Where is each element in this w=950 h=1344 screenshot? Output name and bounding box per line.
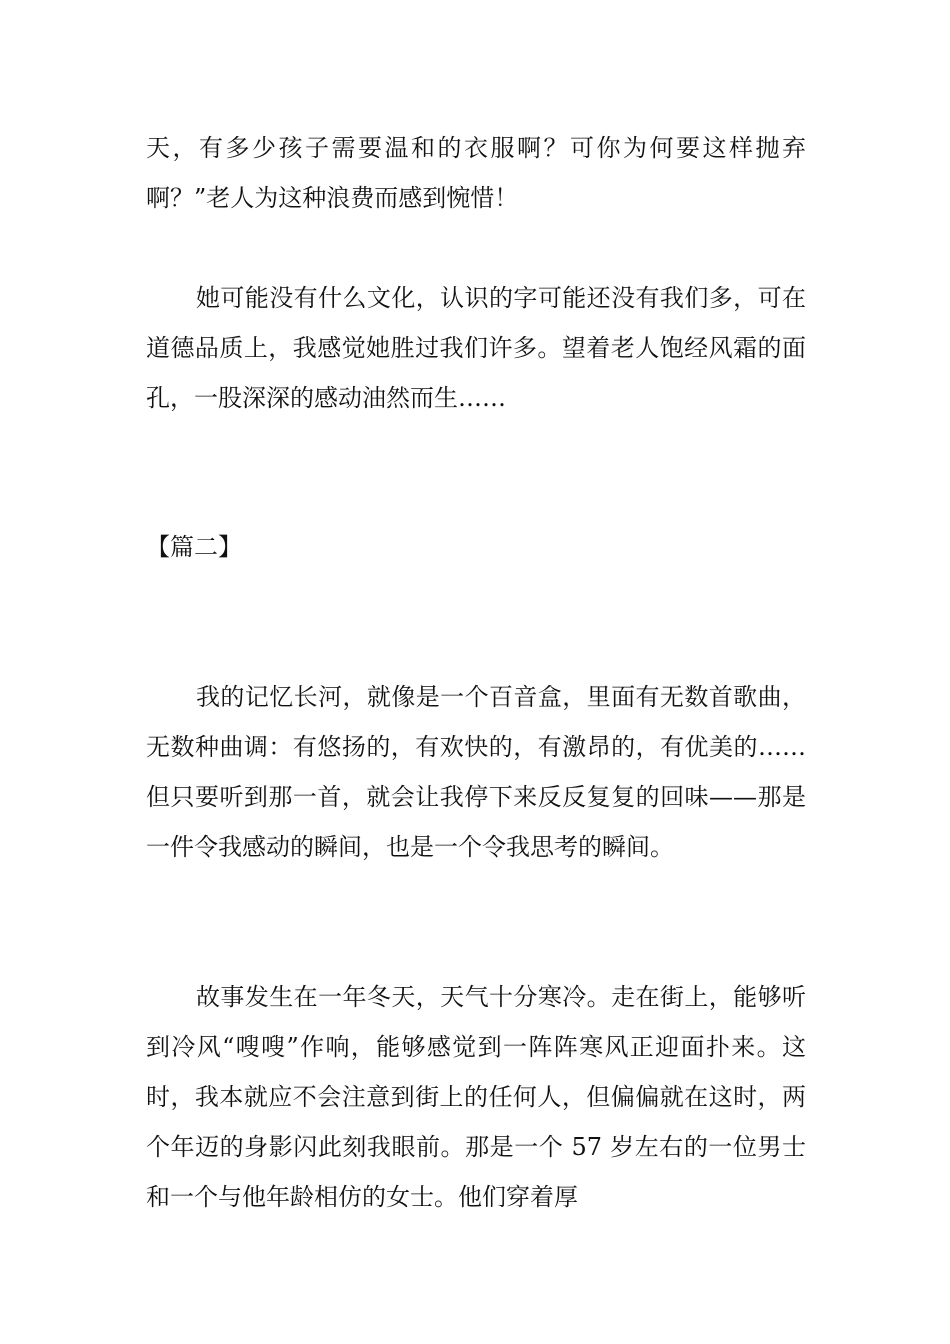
paragraph-memory-river: 我的记忆长河，就像是一个百音盒，里面有无数首歌曲，无数种曲调：有悠扬的，有欢快的，有激昂的，有优美的……但只要听到那一首，就会让我停下来反反复复的回味——那是一件令我感动的瞬间，也是一个令我思考的瞬间。 (146, 683, 806, 861)
paragraph-winter-story: 故事发生在一年冬天，天气十分寒冷。走在街上，能够听到冷风“嗖嗖”作响，能够感觉到一阵阵寒风正迎面扑来。这时，我本就应不会注意到街上的任何人，但偏偏就在这时，两个年迈的身影闪此刻我眼前。那是一个 57 岁左右的一位男士和一个与他年龄相仿的女士。他们穿着厚 (146, 983, 806, 1211)
paragraph-old-woman-reflection: 她可能没有什么文化，认识的字可能还没有我们多，可在道德品质上，我感觉她胜过我们许多。望着老人饱经风霜的面孔，一股深深的感动油然而生…… (146, 284, 806, 412)
section-heading: 【篇二】 (146, 533, 242, 561)
paragraph-continuation: 天，有多少孩子需要温和的衣服啊？可你为何要这样抛弃啊？”老人为这种浪费而感到惋惜！ (146, 134, 806, 212)
